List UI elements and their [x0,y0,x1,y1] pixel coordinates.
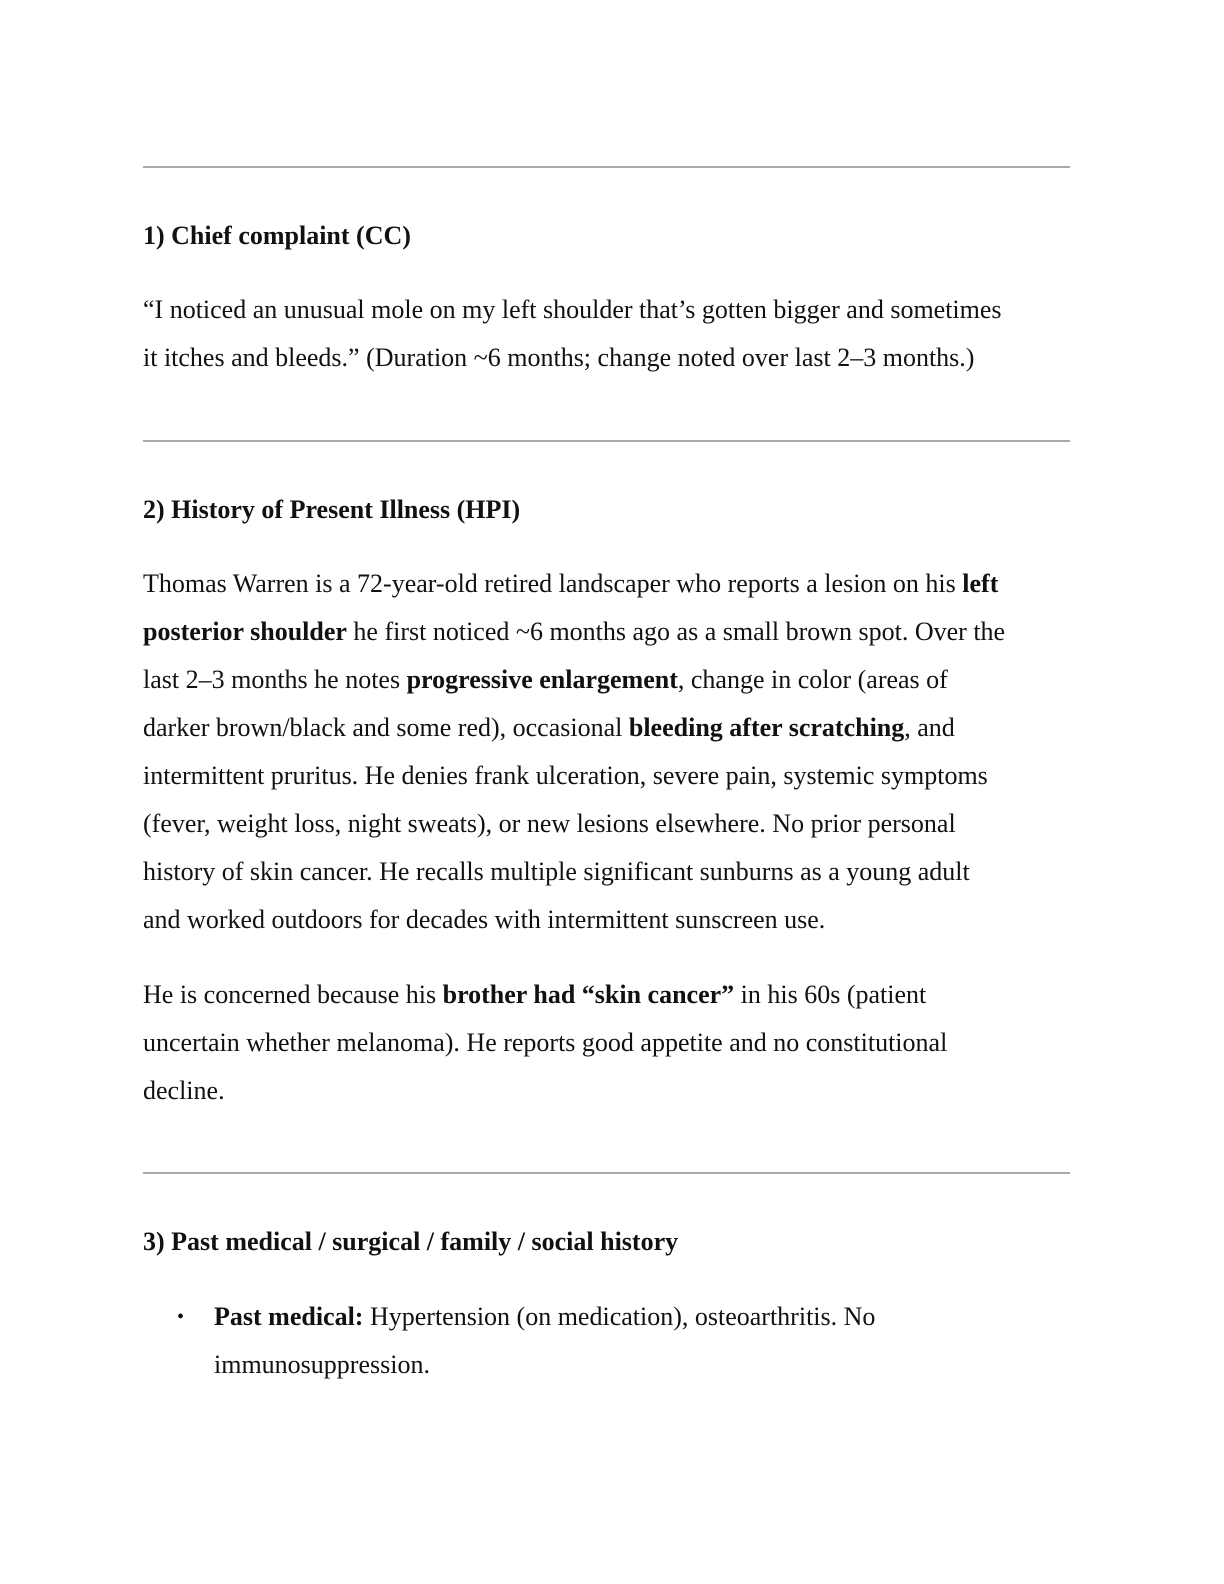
text-line: and worked outdoors for decades with intermittent sunscreen use. [143,905,826,934]
text-line: posterior shoulder he first noticed ~6 months ago as a small brown spot. Over the [143,617,1006,646]
text-line: it itches and bleeds.” (Duration ~6 months; change noted over last 2–3 months.) [143,343,975,372]
text-line: (fever, weight loss, night sweats), or new lesions elsewhere. No prior personal [143,809,956,838]
text-line: history of skin cancer. He recalls multiple significant sunburns as a young adult [143,857,970,886]
text-line: uncertain whether melanoma). He reports good appetite and no constitutional [143,1028,948,1057]
section-heading-hpi: 2) History of Present Illness (HPI) [143,495,521,524]
text-line: immunosuppression. [214,1350,430,1379]
hpi-paragraph-2 [143,971,1070,1115]
text-line: last 2–3 months he notes progressive enlargement, change in color (areas of [143,665,948,694]
text-line: “I noticed an unusual mole on my left shoulder that’s gotten bigger and sometimes [143,295,1002,324]
text-line: Past medical: Hypertension (on medication), osteoarthritis. No [214,1302,876,1331]
text-line: darker brown/black and some red), occasional bleeding after scratching, and [143,713,955,742]
text-line: decline. [143,1076,225,1105]
text-line: intermittent pruritus. He denies frank ulceration, severe pain, systemic symptoms [143,761,988,790]
hpi-paragraph-1 [143,560,1070,944]
divider [143,1172,1070,1174]
text-line: He is concerned because his brother had “skin cancer” in his 60s (patient [143,980,927,1009]
history-list [143,1293,875,1389]
section-heading-chief-complaint: 1) Chief complaint (CC) [143,221,411,250]
chief-complaint-text [143,286,1070,382]
list-item [143,1293,875,1389]
bullet-icon: • [177,1306,185,1328]
text-line: Thomas Warren is a 72-year-old retired landscaper who reports a lesion on his left [143,569,999,598]
divider [143,166,1070,168]
list-item-label: Past medical: [214,1302,364,1331]
divider [143,440,1070,442]
section-heading-history: 3) Past medical / surgical / family / social history [143,1227,679,1256]
